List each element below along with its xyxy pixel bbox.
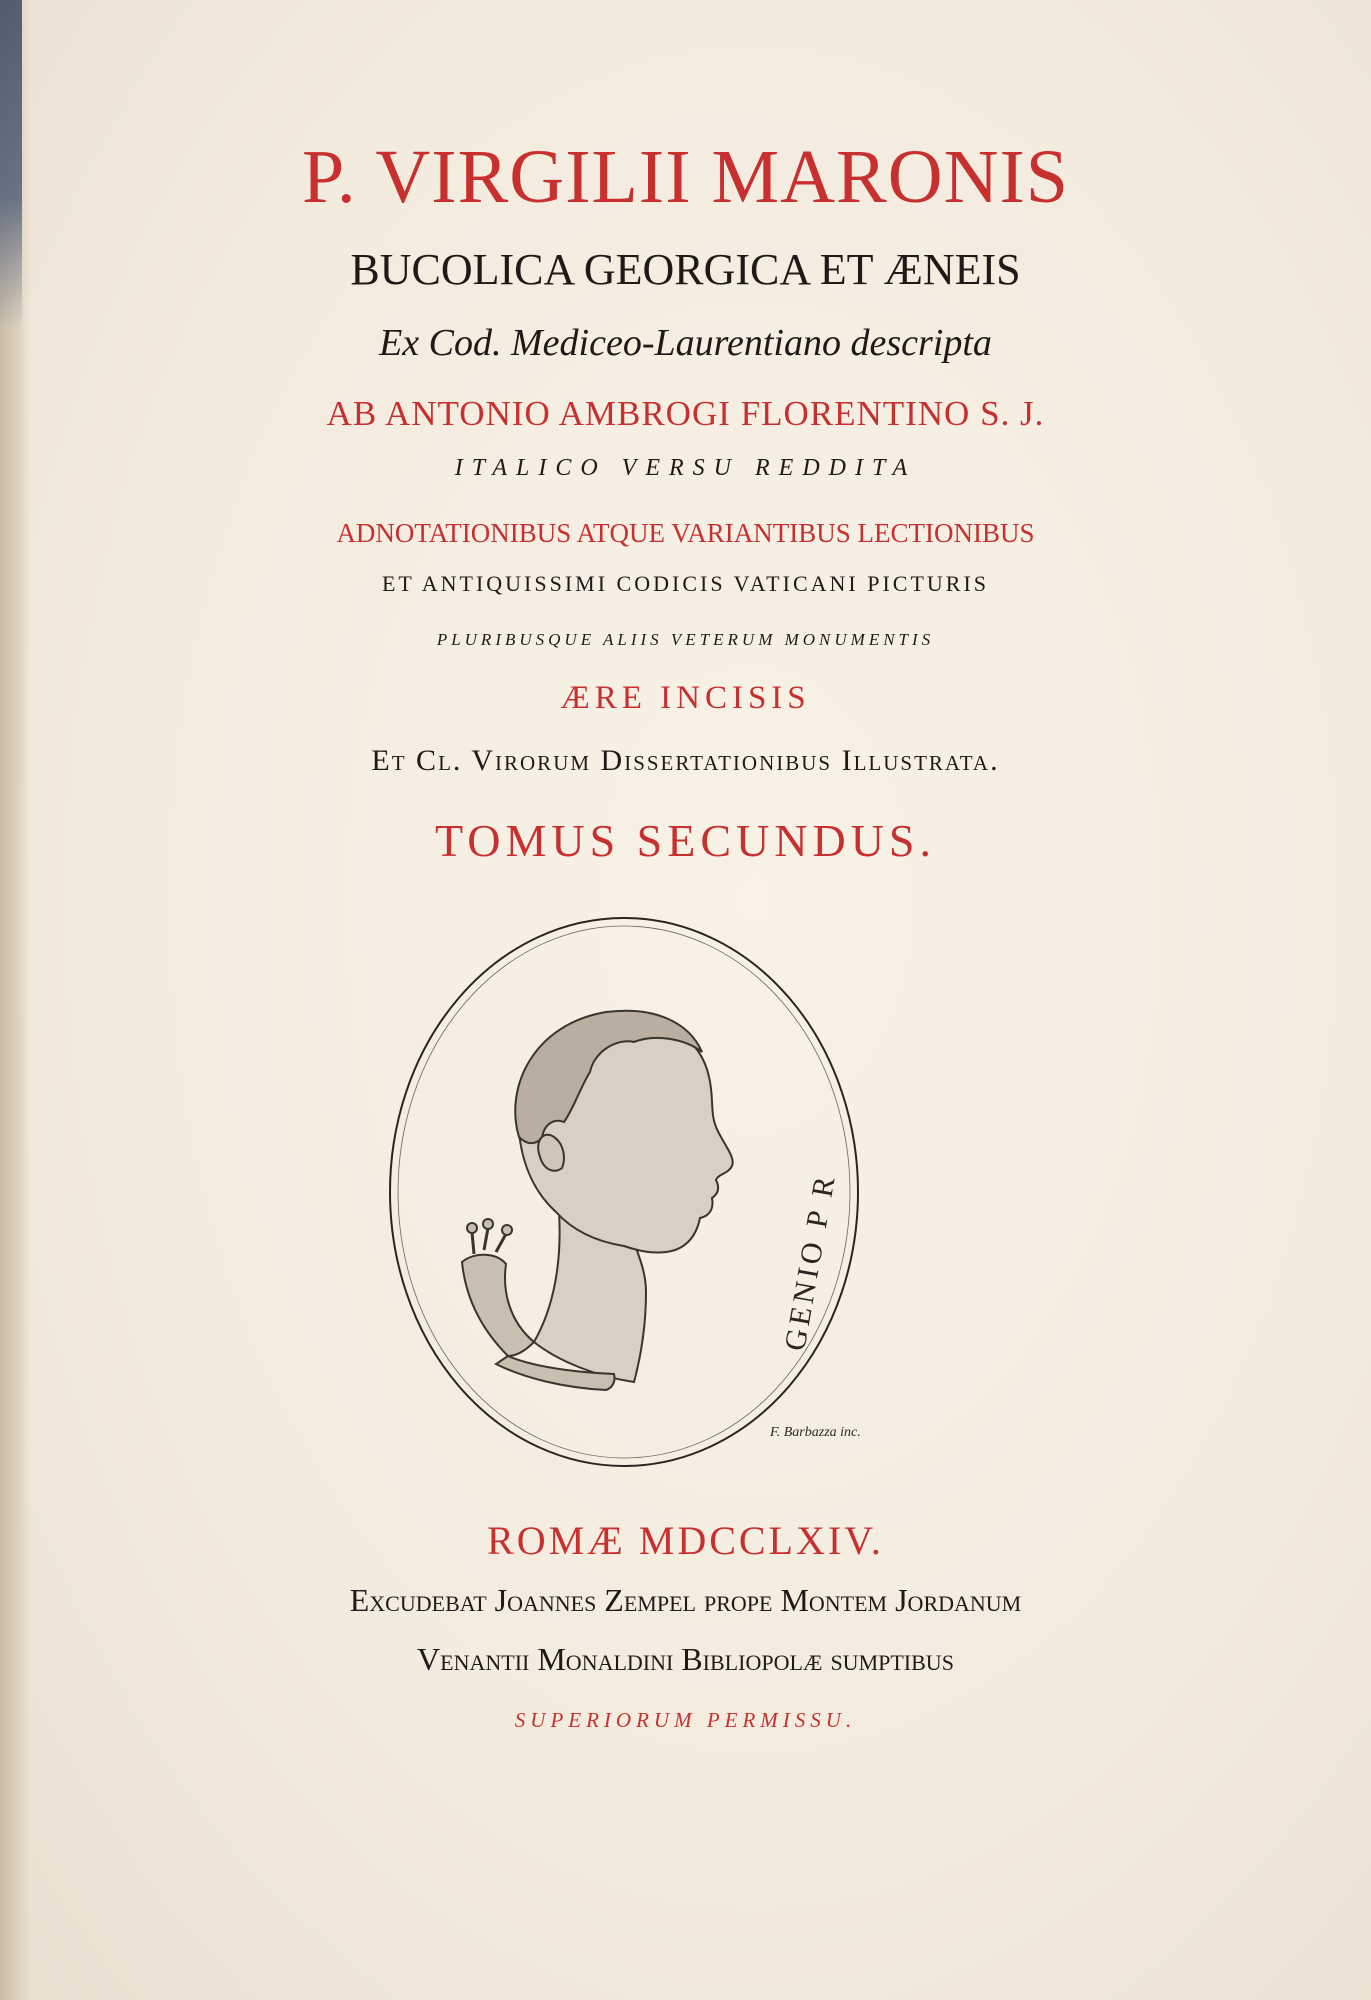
translation-line: ITALICO VERSU REDDITA <box>454 455 917 481</box>
engraved-line: ÆRE INCISIS <box>560 680 811 716</box>
author-heading: P. VIRGILII MARONIS <box>301 135 1070 219</box>
monuments-line: PLURIBUSQUE ALIIS VETERUM MONUMENTIS <box>436 630 935 649</box>
volume-line: TOMUS SECUNDUS. <box>434 815 937 866</box>
annotations-line: ADNOTATIONIBUS ATQUE VARIANTIBUS LECTIONIBUS <box>336 518 1035 548</box>
engraver-credit: F. Barbazza inc. <box>770 1425 861 1440</box>
medallion-engraving <box>384 912 864 1472</box>
pictures-line: ET ANTIQUISSIMI CODICIS VATICANI PICTURIS <box>381 571 990 596</box>
imprint-printer: Excudebat Joannes Zempel prope Montem Jordanum <box>349 1582 1022 1618</box>
medallion-inscription: GENIO P R <box>778 1170 843 1354</box>
dissertations-line: Et Cl. Virorum Dissertationibus Illustrata. <box>371 744 1000 777</box>
portrait-bust <box>515 1011 732 1382</box>
works-line: BUCOLICA GEORGICA ET ÆNEIS <box>350 245 1021 294</box>
editor-line: AB ANTONIO AMBROGI FLORENTINO S. J. <box>326 394 1045 433</box>
imprint-place-date: ROMÆ MDCCLXIV. <box>487 1518 884 1563</box>
imprint-bookseller: Venantii Monaldini Bibliopolæ sumptibus <box>417 1641 954 1677</box>
source-line: Ex Cod. Mediceo-Laurentiano descripta <box>379 322 992 364</box>
imprint-permission: SUPERIORUM PERMISSU. <box>514 1708 857 1732</box>
